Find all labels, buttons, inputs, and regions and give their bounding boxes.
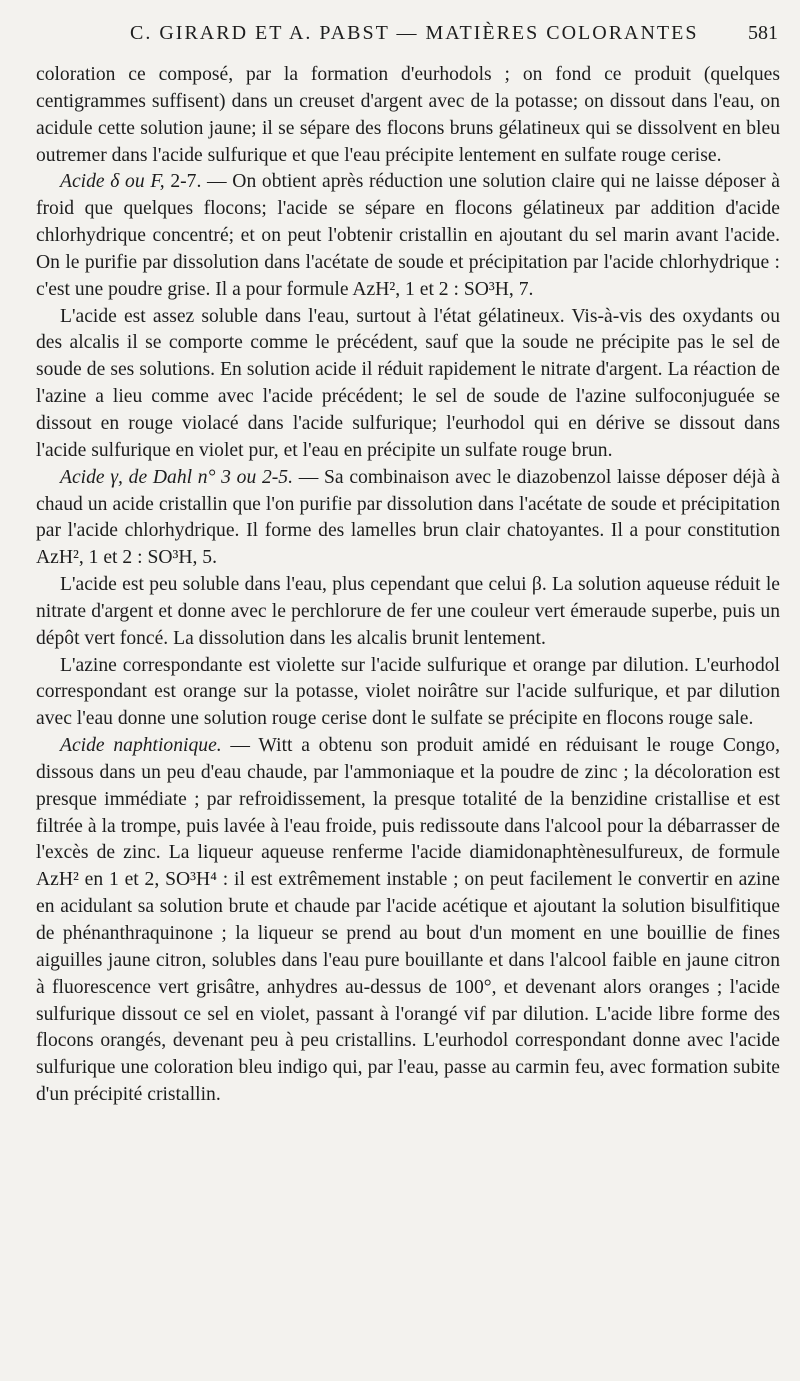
paragraph-text: L'acide est peu soluble dans l'eau, plus cependant que celui β. La solution aqueuse réduit le nitrate d'argent et donne avec le perchlorure de fer une couleur vert émeraude superbe, puis un dépôt vert foncé. La dissolution dans les alcalis brunit lentement.	[36, 574, 780, 649]
paragraph-text: L'acide est assez soluble dans l'eau, surtout à l'état gélatineux. Vis-à-vis des oxydants ou des alcalis il se comporte comme le précédent, sauf que la soude ne précipite pas le sel de soude de ses solutions. En solution acide il réduit rapidement le nitrate d'argent. La réaction de l'azine a lieu comme avec l'acide précédent; le sel de soude de l'azine sulfoconjuguée se dissout en rouge violacé dans l'acide sulfurique; l'eurhodol qui en dérive se dissout dans l'acide sulfurique en violet pur, et l'eau en précipite un sulfate rouge brun.	[36, 305, 780, 461]
body-text	[36, 62, 780, 1109]
paragraph-text: — Witt a obtenu son produit amidé en réduisant le rouge Congo, dissous dans un peu d'eau chaude, par l'ammoniaque et la poudre de zinc ; la décoloration est presque immédiate ; par refroidissement, la presque totalité de la benzidine cristallise et est filtrée à la trompe, puis lavée à l'eau froide, puis redissoute dans l'alcool pour la débarrasser de l'excès de zinc. La liqueur aqueuse renferme l'acide diamidonaphtènesulfureux, de formule AzH² en 1 et 2, SO³H⁴ : il est extrêmement instable ; on peut facilement le convertir en azine en acidulant sa solution brute et chaude par l'acide acétique et ajoutant la solution bisulfitique de phénanthraquinone ; la liqueur se prend au bout d'un moment en une bouillie de fines aiguilles jaune citron, solubles dans l'eau pure bouillante et dans l'alcool faible en jaune citron à fluorescence vert grisâtre, anhydres au-dessus de 100°, et devenant alors oranges ; l'acide sulfurique dissout ce sel en violet, passant à l'orangé vif par dilution. L'acide libre forme des flocons orangés, devenant peu à peu cristallins. L'eurhodol correspondant donne avec l'acide sulfurique une coloration bleu indigo qui, par l'eau, passe au carmin feu, avec formation subite d'un précipité cristallin.	[36, 735, 780, 1106]
running-header	[130, 22, 778, 52]
paragraph-text: — Sa combinaison avec le diazobenzol laisse déposer déjà à chaud un acide cristallin que l'on purifie par dissolution dans l'acétate de soude et précipitation par l'acide chlorhydrique. Il forme des lamelles brun clair chatoyantes. Il a pour constitution AzH², 1 et 2 : SO³H, 5.	[36, 466, 780, 569]
paragraph	[36, 572, 780, 653]
page-number: 581	[748, 22, 778, 44]
paragraph	[36, 304, 780, 465]
running-title: C. GIRARD ET A. PABST — MATIÈRES COLORANTES	[130, 22, 699, 44]
paragraph	[36, 62, 780, 169]
paragraph	[36, 169, 780, 303]
paragraph-lead: Acide naphtionique.	[60, 735, 222, 757]
paragraph	[36, 653, 780, 734]
paragraph-lead: Acide γ, de Dahl n° 3 ou 2-5.	[60, 466, 293, 488]
paragraph-text: coloration ce composé, par la formation d'eurhodols ; on fond ce produit (quelques centigrammes suffisent) dans un creuset d'argent avec de la potasse; on dissout dans l'eau, on acidule cette solution jaune; il se sépare des flocons bruns gélatineux qui se dissolvent en bleu outremer dans l'acide sulfurique et que l'eau précipite lentement en sulfate rouge cerise.	[36, 64, 780, 166]
paragraph-text: L'azine correspondante est violette sur l'acide sulfurique et orange par dilution. L'eurhodol correspondant est orange sur la potasse, violet noirâtre sur l'acide sulfurique, et par dilution avec l'eau donne une solution rouge cerise dont le sulfate se précipite en flocons rouge sale.	[36, 654, 780, 730]
paragraph-text: 2-7. — On obtient après réduction une solution claire qui ne laisse déposer à froid que quelques flocons; l'acide se sépare en flocons gélatineux par addition d'acide chlorhydrique concentré; et on peut l'obtenir cristallin en ajoutant du sel marin avant l'acide. On le purifie par dissolution dans l'acétate de soude et précipitation par l'acide chlorhydrique : c'est une poudre grise. Il a pour formule AzH², 1 et 2 : SO³H, 7.	[36, 171, 780, 300]
paragraph-lead: Acide δ ou F,	[60, 171, 165, 193]
paragraph	[36, 465, 780, 572]
paragraph	[36, 733, 780, 1109]
